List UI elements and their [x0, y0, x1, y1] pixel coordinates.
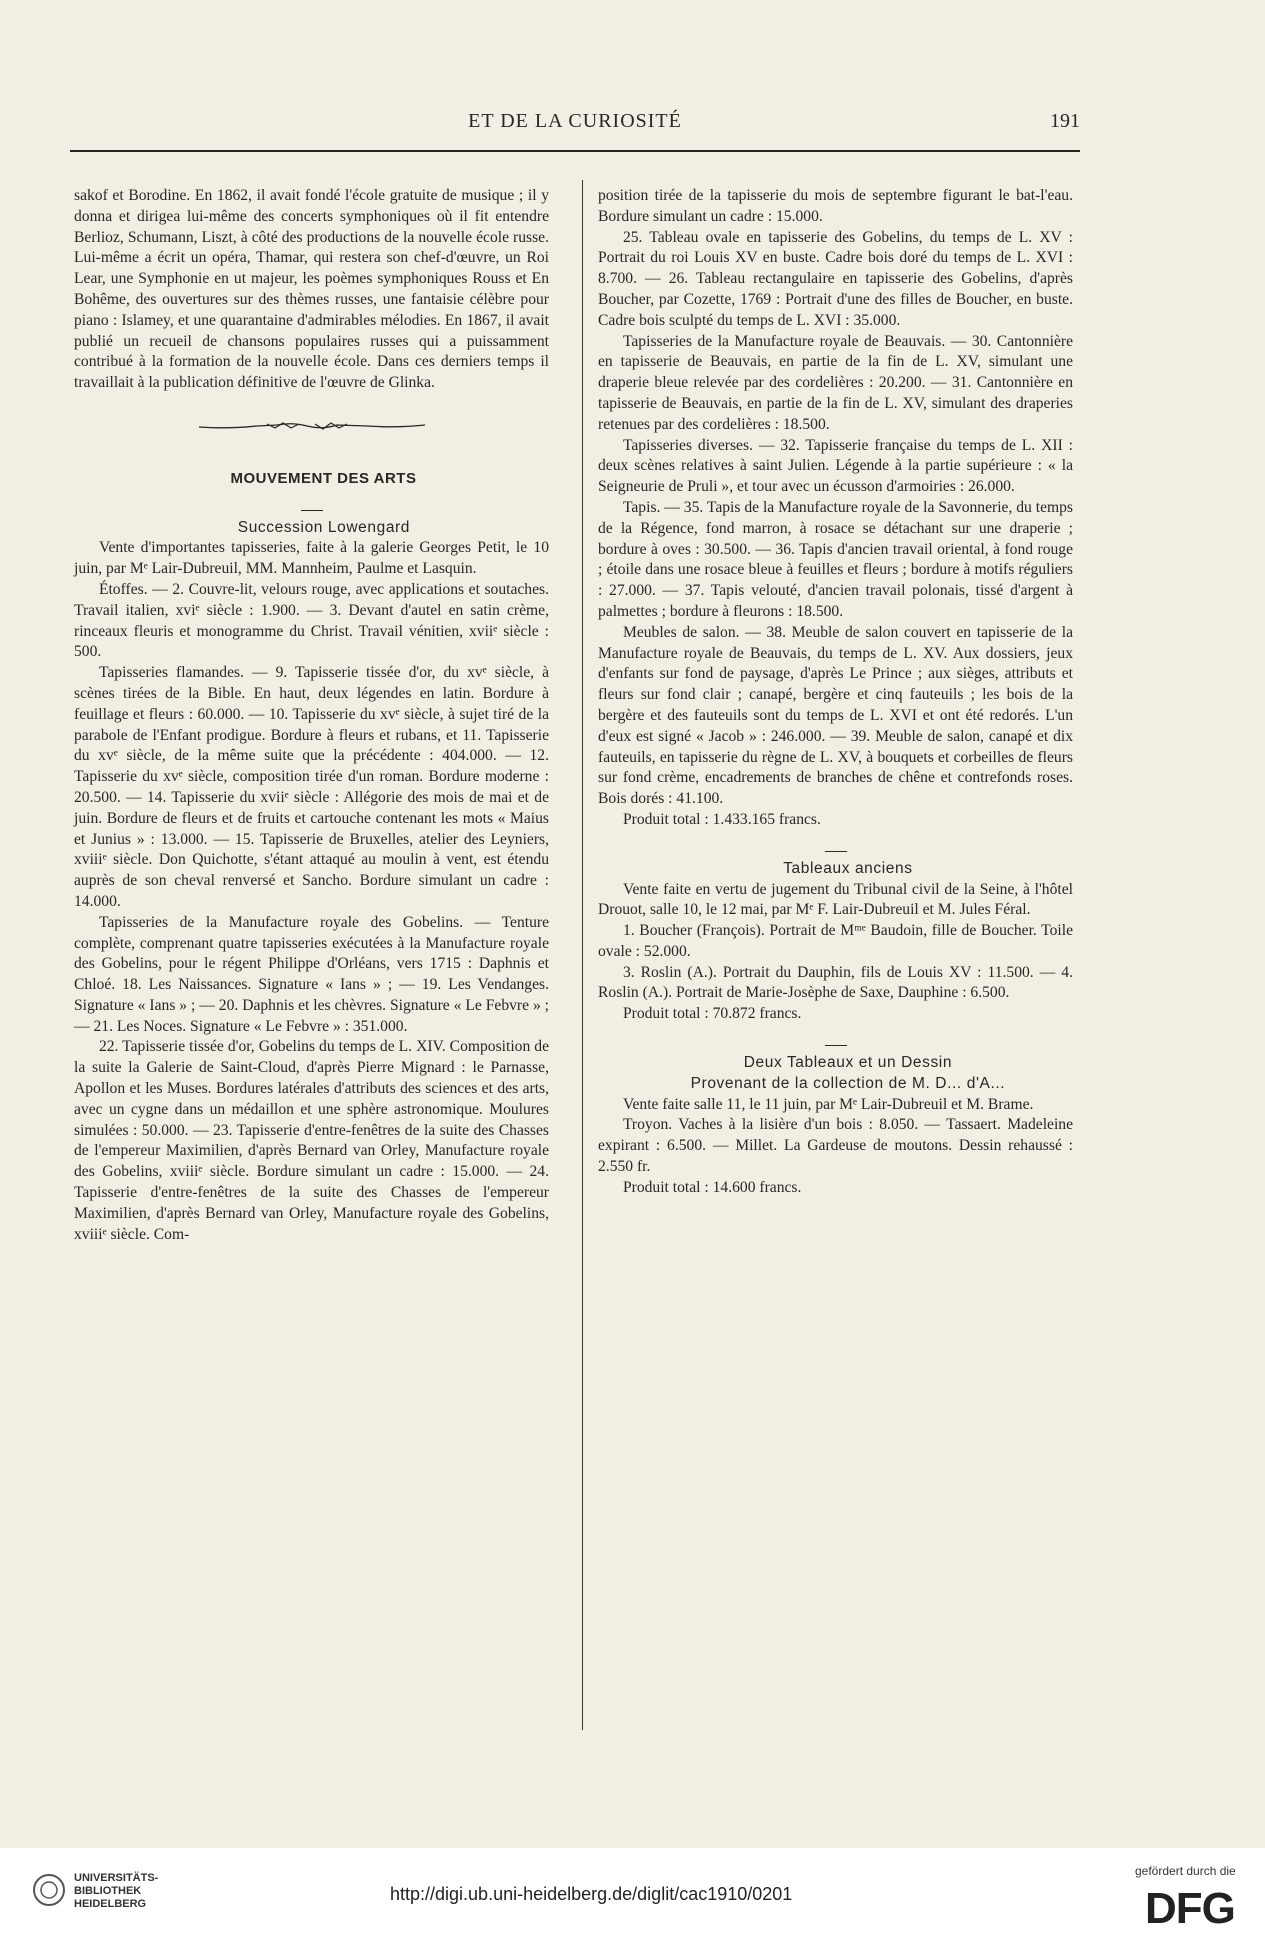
- divider: [598, 843, 1073, 853]
- header-rule: [70, 150, 1080, 152]
- left-column: [74, 186, 549, 1245]
- sale-subtitle: Provenant de la collection de M. D... d'A...: [690, 1074, 1006, 1092]
- library-name: UNIVERSITÄTS- BIBLIOTHEK HEIDELBERG: [74, 1872, 159, 1910]
- total: Produit total : 1.433.165 francs.: [622, 810, 821, 828]
- sale-title: Succession Lowengard: [237, 518, 411, 536]
- paragraph: Vente faite salle 11, le 11 juin, par Mᵉ Lair-Dubreuil et M. Brame.: [622, 1095, 1034, 1113]
- paragraph: Tapis. — 35. Tapis de la Manufacture royale de la Savonnerie, du temps de la Régence, fond marron, à rosace se détachant sur une draperie ; bordure à oves : 30.500. — 36. Tapis d'ancien travail oriental, à fond rouge ; étoile dans une rosace bleue à feuilles et fleurs ; bordure à motifs réguliers : 27.000. — 37. Tapis velouté, d'ancien travail polonais, tissé d'argent à palmettes ; bordure à fleurons : 18.500.: [598, 498, 1074, 620]
- sponsor-text: gefördert durch die: [1135, 1864, 1236, 1878]
- column-divider: [582, 180, 583, 1730]
- ornament-icon: [197, 420, 427, 432]
- paragraph: Vente d'importantes tapisseries, faite à la galerie Georges Petit, le 10 juin, par Mᵉ Lair-Dubreuil, MM. Mannheim, Paulme et Lasquin.: [74, 539, 549, 578]
- university-seal-icon: [32, 1870, 66, 1910]
- section-title: MOUVEMENT DES ARTS: [230, 469, 417, 487]
- paragraph: Étoffes. — 2. Couvre-lit, velours rouge, avec applications et soutaches. Travail italien, xviᵉ siècle : 1.900. — 3. Devant d'autel en satin crème, rinceaux fleuris et monogramme du Christ. Travail vénitien, xviiᵉ siècle : 500.: [74, 580, 549, 661]
- ornament-divider: [74, 418, 549, 439]
- paragraph: Tapisseries diverses. — 32. Tapisserie française du temps de L. XII : deux scènes relatives à saint Julien. Légende à la partie supérieure : « la Seigneurie de Pruli », et tour avec un écusson d'armoiries : 26.000.: [598, 436, 1073, 496]
- running-header: [70, 110, 1080, 150]
- paragraph: 22. Tapisserie tissée d'or, Gobelins du temps de L. XIV. Composition de la suite la Galerie de Saint-Cloud, d'après Pierre Mignard : le Parnasse, Apollon et les Muses. Bordures latérales d'attributs des sciences et des arts, avec un cygne dans un médaillon et une sphère astronomique. Moulures simulées : 50.000. — 23. Tapisserie d'entre-fenêtres de la suite des Chasses de l'empereur Maximilien, d'après Bernard van Orley, Manufacture royale des Gobelins, xviiiᵉ siècle. Bordure simulant un cadre : 15.000. — 24. Tapisserie d'entre-fenêtres de la suite des Chasses de l'empereur Maximilien, d'après Bernard van Orley, Manufacture royale des Gobelins, xviiiᵉ siècle. Com-: [74, 1038, 549, 1243]
- divider: [598, 1037, 1073, 1047]
- page-number: 191: [1050, 110, 1080, 132]
- right-column: [598, 186, 1073, 1199]
- paragraph: Tapisseries de la Manufacture royale des Gobelins. — Tenture complète, comprenant quatre tapisseries exécutées à la Manufacture royale des Gobelins, pour le régent Philippe d'Orléans, vers 1715 : Daphnis et Chloé. 18. Les Naissances. Signature « Ians » ; — 19. Les Vendanges. Signature « Ians » ; — 20. Daphnis et les chèvres. Signature « Le Febvre » ; — 21. Les Noces. Signature « Le Febvre » : 351.000.: [74, 913, 549, 1035]
- paragraph: 25. Tableau ovale en tapisserie des Gobelins, du temps de L. XV : Portrait du roi Louis XV en buste. Cadre bois doré du temps de L. XVI : 8.700. — 26. Tableau rectangulaire en tapisserie des Gobelins, d'après Boucher, par Cozette, 1769 : Portrait d'une des filles de Boucher, en buste. Cadre bois sculpté du temps de L. XVI : 35.000.: [598, 228, 1073, 329]
- sale-title: Tableaux anciens: [783, 859, 913, 877]
- dfg-logo: DFG: [1145, 1884, 1235, 1933]
- paragraph: sakof et Borodine. En 1862, il avait fondé l'école gratuite de musique ; il y donna et dirigea lui-même des concerts symphoniques où il fit entendre Berlioz, Schumann, Liszt, à côté des productions de la nouvelle école russe. Lui-même a écrit un opéra, Thamar, qui restera son chef-d'œuvre, un Roi Lear, une Symphonie en ut majeur, les poèmes symphoniques Rouss et En Bohême, des ouvertures sur des thèmes russes, une fantaisie célèbre pour piano : Islamey, et une quarantaine d'admirables mélodies. En 1867, il avait publié un recueil de chansons populaires russes qui a puissamment contribué à la formation de la nouvelle école. Dans ces derniers temps il travaillait à la publication définitive de l'œuvre de Glinka.: [74, 187, 549, 392]
- sale-title: Deux Tableaux et un Dessin: [743, 1054, 953, 1072]
- paragraph: position tirée de la tapisserie du mois de septembre figurant le bat-l'eau. Bordure simulant un cadre : 15.000.: [598, 187, 1073, 225]
- paragraph: Vente faite en vertu de jugement du Tribunal civil de la Seine, à l'hôtel Drouot, salle 10, le 12 mai, par Mᵉ F. Lair-Dubreuil et M. Jules Féral.: [598, 880, 1073, 919]
- digitization-footer: [0, 1848, 1265, 1942]
- paragraph: Tapisseries flamandes. — 9. Tapisserie tissée d'or, du xvᵉ siècle, à scènes tirées de la Bible. En haut, deux légendes en latin. Bordure à feuillage et fleurs : 60.000. — 10. Tapisserie du xvᵉ siècle, à sujet tiré de la parabole de l'Enfant prodigue. Bordure à fleurs et rubans, et 11. Tapisserie du xvᵉ siècle, de la même suite que la précédente : 404.000. — 12. Tapisserie du xvᵉ siècle, composition tirée d'un roman. Bordure moderne : 20.500. — 14. Tapisserie du xviiᵉ siècle : Allégorie des mois de mai et de juin. Bordure de fleurs et de fruits et cartouche contenant les mots « Maius et Junius » : 13.000. — 15. Tapisserie de Bruxelles, atelier des Leyniers, xviiiᵉ siècle. Don Quichotte, s'étant attaqué au moulin à vent, est étendu auprès de son cheval renversé et Sancho. Bordure simulant un cadre : 14.000.: [74, 664, 549, 910]
- paragraph: Meubles de salon. — 38. Meuble de salon couvert en tapisserie de la Manufacture royale de Beauvais, du temps de L. XV. Aux dossiers, jeux d'enfants sur fond de paysage, d'après Le Prince ; aux sièges, attributs et fleurs sur fond clair ; canapé, bergère et cinq fauteuils ; les bois de la bergère et des fauteuils sont du temps de L. XVI et ont été redorés. L'un d'eux est signé « Jacob » : 246.000. — 39. Meuble de salon, canapé et dix fauteuils, en tapisserie du règne de L. XV, à bouquets et corbeilles de fleurs sur fond crème, encadrements de branches de chêne et contrefonds roses. Bois dorés : 41.100.: [598, 623, 1073, 808]
- paragraph: 3. Roslin (A.). Portrait du Dauphin, fils de Louis XV : 11.500. — 4. Roslin (A.). Portrait de Marie-Josèphe de Saxe, Dauphine : 6.500.: [598, 963, 1073, 1002]
- total: Produit total : 14.600 francs.: [622, 1178, 802, 1196]
- running-title: ET DE LA CURIOSITÉ: [468, 110, 682, 132]
- paragraph: Tapisseries de la Manufacture royale de Beauvais. — 30. Cantonnière en tapisserie de Beauvais, en partie de la fin de L. XV, simulant une draperie bleue relevée par des cordelières : 20.200. — 31. Cantonnière en tapisserie de Beauvais, en partie de la fin de L. XV, simulant des draperies retenues par des cordelières : 18.500.: [598, 332, 1073, 433]
- source-url-link[interactable]: http://digi.ub.uni-heidelberg.de/diglit/cac1910/0201: [390, 1884, 793, 1904]
- paragraph: 1. Boucher (François). Portrait de Mᵐᵉ Baudoin, fille de Boucher. Toile ovale : 52.000.: [598, 922, 1073, 960]
- paragraph: Troyon. Vaches à la lisière d'un bois : 8.050. — Tassaert. Madeleine expirant : 6.500. — Millet. La Gardeuse de moutons. Dessin rehaussé : 2.550 fr.: [598, 1116, 1073, 1176]
- divider: [74, 502, 549, 512]
- total: Produit total : 70.872 francs.: [622, 1005, 802, 1023]
